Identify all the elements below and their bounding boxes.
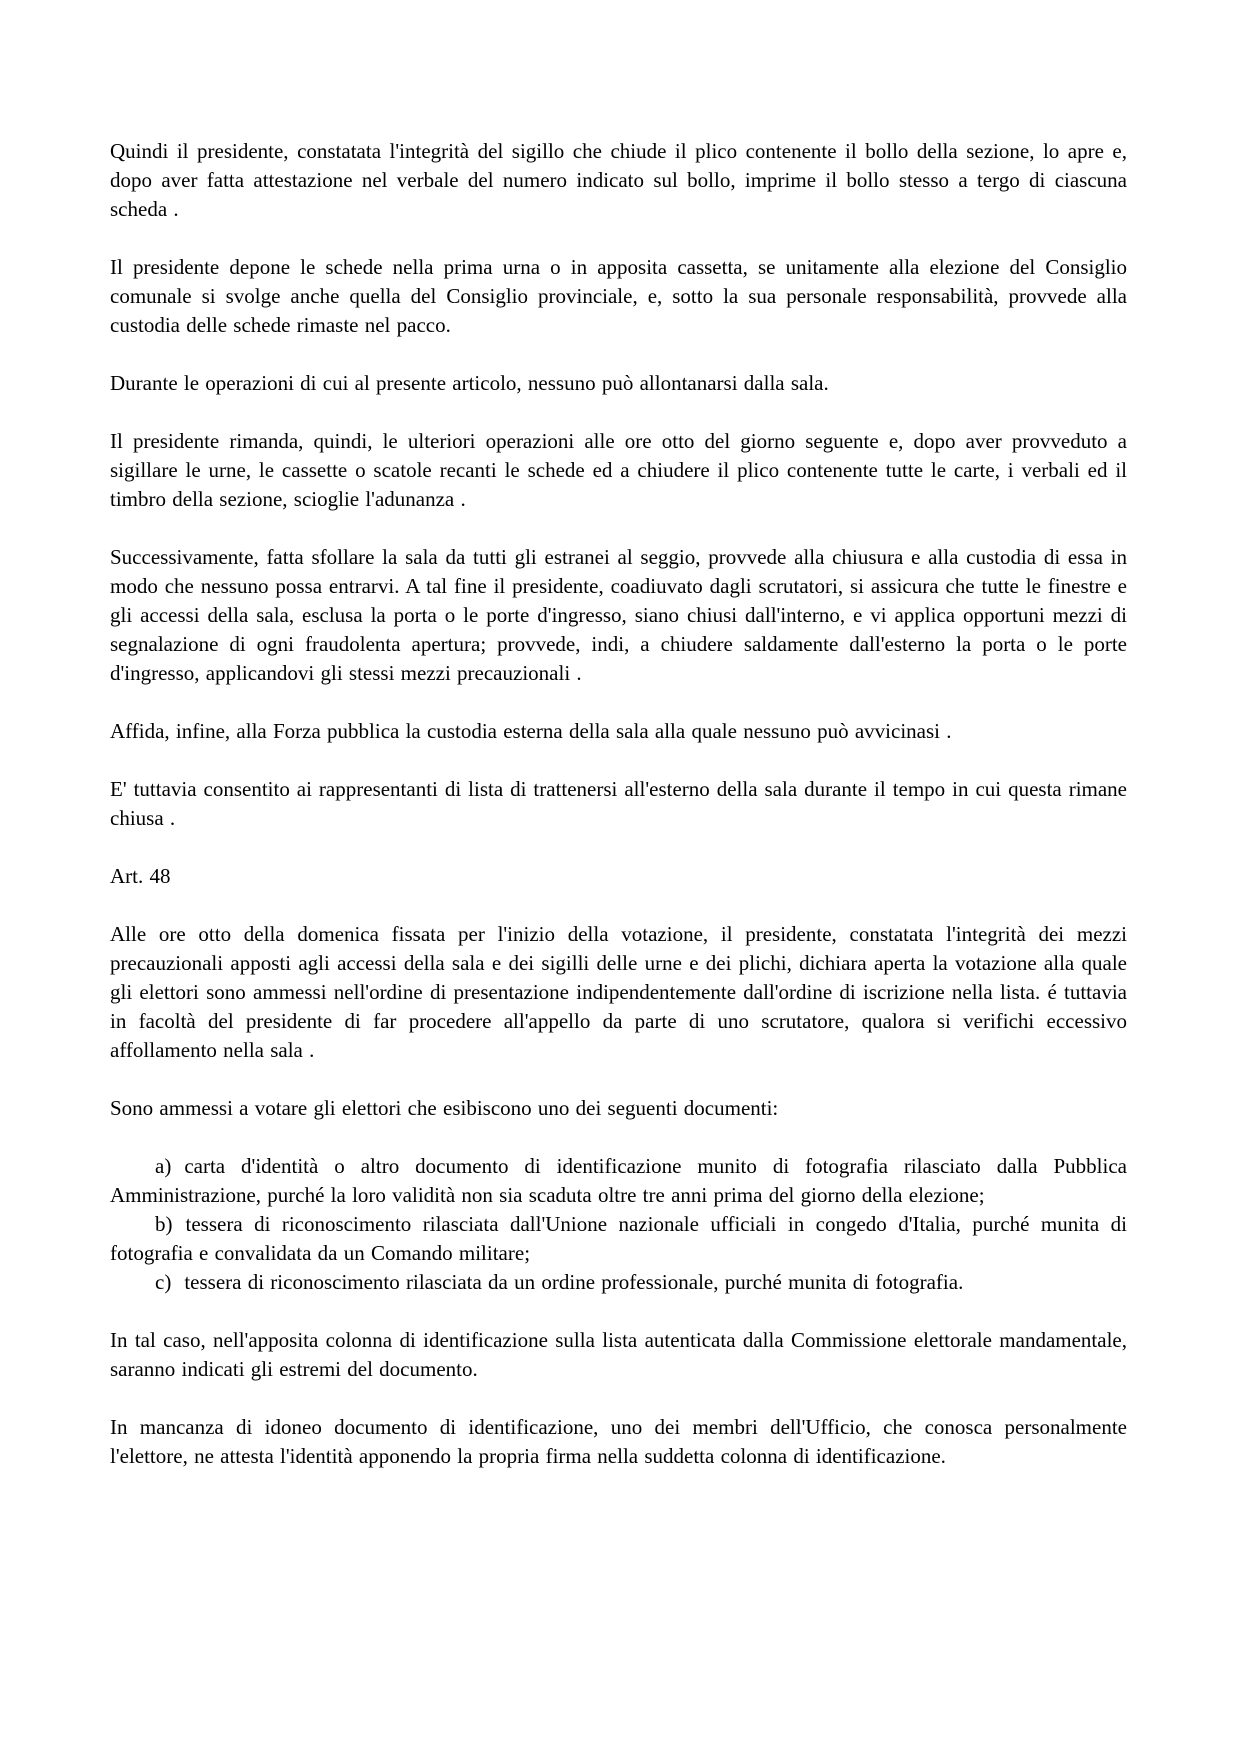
paragraph: Sono ammessi a votare gli elettori che esibiscono uno dei seguenti documenti: [110, 1096, 779, 1120]
list-item-text: tessera di riconoscimento rilasciata dall'Unione nazionale ufficiali in congedo d'Italia, purché munita di fotografia e convalidata da un Comando militare; [110, 1212, 1127, 1265]
list-item [110, 1210, 1127, 1268]
list-item [110, 1268, 1127, 1297]
paragraph: In mancanza di idoneo documento di identificazione, uno dei membri dell'Ufficio, che conosca personalmente l'elettore, ne attesta l'identità apponendo la propria firma nella suddetta colonna di identificazione. [110, 1415, 1127, 1468]
document-body [110, 137, 1127, 1471]
paragraph: Successivamente, fatta sfollare la sala da tutti gli estranei al seggio, provvede alla chiusura e alla custodia di essa in modo che nessuno possa entrarvi. A tal fine il presidente, coadiuvato dagli scrutatori, si assicura che tutte le finestre e gli accessi della sala, esclusa la porta o le porte d'ingresso, siano chiusi dall'interno, e vi applica opportuni mezzi di segnalazione di ogni fraudolenta apertura; provvede, indi, a chiudere saldamente dall'esterno la porta o le porte d'ingresso, applicandovi gli stessi mezzi precauzionali . [110, 545, 1127, 685]
list-item-text: carta d'identità o altro documento di identificazione munito di fotografia rilasciato dalla Pubblica Amministrazione, purché la loro validità non sia scaduta oltre tre anni prima del giorno della elezione; [110, 1154, 1127, 1207]
paragraph: Affida, infine, alla Forza pubblica la custodia esterna della sala alla quale nessuno può avvicinasi . [110, 719, 952, 743]
paragraph: Il presidente depone le schede nella prima urna o in apposita cassetta, se unitamente alla elezione del Consiglio comunale si svolge anche quella del Consiglio provinciale, e, sotto la sua personale responsabilità, provvede alla custodia delle schede rimaste nel pacco. [110, 255, 1127, 337]
list-marker: b) [155, 1212, 173, 1236]
article-heading: Art. 48 [110, 864, 171, 888]
paragraph: In tal caso, nell'apposita colonna di identificazione sulla lista autenticata dalla Commissione elettorale mandamentale, saranno indicati gli estremi del documento. [110, 1328, 1127, 1381]
paragraph: Quindi il presidente, constatata l'integrità del sigillo che chiude il plico contenente il bollo della sezione, lo apre e, dopo aver fatta attestazione nel verbale del numero indicato sul bollo, imprime il bollo stesso a tergo di ciascuna scheda . [110, 139, 1127, 221]
list-marker: c) [155, 1270, 172, 1294]
paragraph: Durante le operazioni di cui al presente articolo, nessuno può allontanarsi dalla sala. [110, 371, 829, 395]
paragraph: Il presidente rimanda, quindi, le ulteriori operazioni alle ore otto del giorno seguente e, dopo aver provveduto a sigillare le urne, le cassette o scatole recanti le schede ed a chiudere il plico contenente tutte le carte, i verbali ed il timbro della sezione, scioglie l'adunanza . [110, 429, 1127, 511]
list-item [110, 1152, 1127, 1210]
list-item-text: tessera di riconoscimento rilasciata da un ordine professionale, purché munita di fotografia. [184, 1270, 964, 1294]
list-marker: a) [155, 1154, 172, 1178]
paragraph: Alle ore otto della domenica fissata per l'inizio della votazione, il presidente, constatata l'integrità dei mezzi precauzionali apposti agli accessi della sala e dei sigilli delle urne e dei plichi, dichiara aperta la votazione alla quale gli elettori sono ammessi nell'ordine di presentazione indipendentemente dall'ordine di iscrizione nella lista. é tuttavia in facoltà del presidente di far procedere all'appello da parte di uno scrutatore, qualora si verifichi eccessivo affollamento nella sala . [110, 922, 1127, 1062]
paragraph: E' tuttavia consentito ai rappresentanti di lista di trattenersi all'esterno della sala durante il tempo in cui questa rimane chiusa . [110, 777, 1127, 830]
